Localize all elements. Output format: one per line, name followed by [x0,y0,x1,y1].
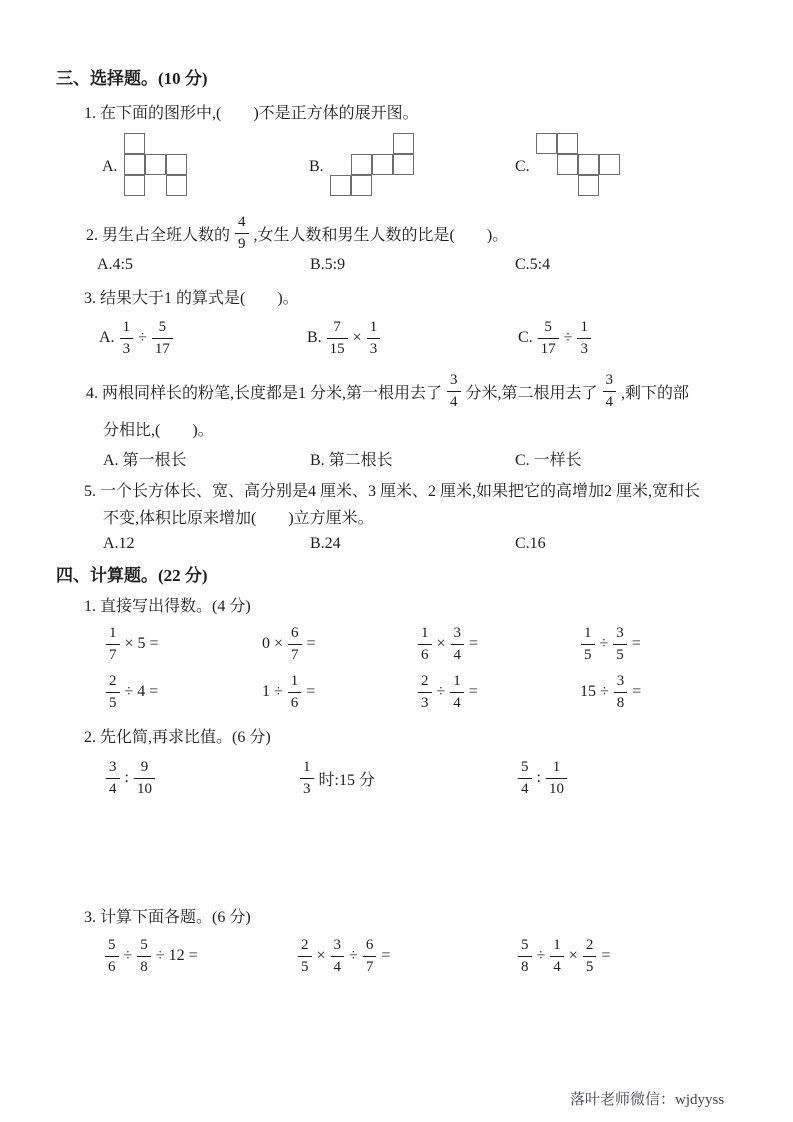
math-text: = [631,635,641,652]
fraction: $\frac{1}{4}$ [550,938,564,975]
math-text: : [124,769,129,786]
fraction: $\frac{2}{3}$ [418,674,432,711]
math-text: ÷ [436,683,446,700]
q5-stem-line1: 5. 一个长方体长、宽、高分别是4 厘米、3 厘米、2 厘米,如果把它的高增加2 厘米,宽和长 [84,483,701,500]
math-text: 1 ÷ [262,683,283,700]
math-text: ÷ 12 = [155,947,198,964]
fraction: $\frac{1}{5}$ [581,626,595,663]
fraction: $\frac{3}{4}$ [447,373,461,410]
fraction: $\frac{6}{7}$ [363,938,377,975]
fraction: $\frac{4}{9}$ [235,215,249,252]
grid-cell [351,175,372,196]
fraction: $\frac{1}{6}$ [288,674,302,711]
fraction: $\frac{1}{4}$ [450,674,464,711]
math-text: = [306,635,316,652]
section-calc-heading: 四、计算题。(22 分) [56,566,208,585]
calc2-ratio-2 [297,757,377,799]
grid-cell [351,154,372,175]
math-text: × [436,635,446,652]
fraction: $\frac{7}{15}$ [327,320,348,357]
grid-cell [393,154,414,175]
cube-net-diagram-b [330,133,414,196]
q4-option-b: B. 第二根长 [310,452,393,469]
grid-cell [372,154,393,175]
q5-option-b: B.24 [310,535,341,552]
fraction: $\frac{6}{7}$ [288,626,302,663]
math-text: ÷ [123,947,133,964]
math-text: × [568,947,578,964]
fraction: $\frac{5}{8}$ [518,938,532,975]
fraction: $\frac{2}{5}$ [583,938,597,975]
math-text: 分米,第二根用去了 [465,384,598,402]
math-text: 15 ÷ [580,683,609,700]
calc1-expr-7 [415,671,480,713]
q1-option-c-label: C. [515,158,530,175]
calc1-expr-1 [103,623,161,665]
math-text: ÷ 4 = [124,683,159,700]
fraction: $\frac{5}{6}$ [105,938,119,975]
math-text: ÷ [349,947,358,964]
calc3-expr-2 [295,935,392,977]
calc3-heading: 3. 计算下面各题。(6 分) [84,909,251,926]
calc2-ratio-1 [103,757,158,799]
fraction: $\frac{2}{5}$ [298,938,312,975]
fraction: $\frac{5}{4}$ [518,760,532,797]
q4-option-c: C. 一样长 [515,452,582,469]
fraction: $\frac{1}{3}$ [577,320,591,357]
grid-cell [393,133,414,154]
fraction: $\frac{3}{4}$ [106,760,120,797]
grid-cell [166,175,187,196]
fraction: $\frac{3}{4}$ [331,938,345,975]
math-text: ,剩下的部 [621,384,690,402]
math-text: A. [99,329,115,346]
q1-stem: 1. 在下面的图形中,( )不是正方体的展开图。 [84,105,419,122]
math-text: = [601,947,611,964]
fraction: $\frac{1}{3}$ [300,760,314,797]
grid-cell [536,133,557,154]
calc1-expr-2 [260,623,318,665]
math-text: = [468,683,478,700]
fraction: $\frac{1}{3}$ [367,320,381,357]
q5-stem-line2: 不变,体积比原来增加( )立方厘米。 [103,510,374,527]
q2-option-c: C.5:4 [515,256,551,273]
grid-cell [166,154,187,175]
q3-stem: 3. 结果大于1 的算式是( )。 [84,290,299,307]
calc1-expr-3 [415,623,480,665]
fraction: $\frac{1}{10}$ [546,760,567,797]
q3-option-b [305,317,383,359]
calc3-expr-1 [102,935,200,977]
calc1-expr-8 [578,671,643,713]
calc1-heading: 1. 直接写出得数。(4 分) [84,598,251,615]
fraction: $\frac{3}{8}$ [614,674,628,711]
math-text: ÷ [138,329,147,346]
fraction: $\frac{9}{10}$ [134,760,155,797]
math-text: C. [518,329,533,346]
q4-options [0,447,793,471]
math-text: 4. 两根同样长的粉笔,长度都是1 分米,第一根用去了 [86,384,443,402]
grid-cell [557,154,578,175]
grid-cell [124,133,145,154]
calc1-expr-4 [578,623,643,665]
grid-cell [599,154,620,175]
q1-option-b-label: B. [309,158,324,175]
calc1-expr-6 [260,671,317,713]
fraction: $\frac{1}{7}$ [106,626,120,663]
fraction: $\frac{1}{6}$ [418,626,432,663]
fraction: $\frac{5}{17}$ [152,320,173,357]
q5-option-a: A.12 [103,535,135,552]
grid-cell [330,175,351,196]
q5-options [0,535,793,559]
q2-option-a: A.4:5 [97,256,133,273]
fraction: $\frac{1}{3}$ [120,320,134,357]
q2-stem [84,212,510,254]
math-text: = [469,635,479,652]
math-text: : [536,769,541,786]
section-choice-heading: 三、选择题。(10 分) [56,69,208,88]
cube-net-diagram-a [124,133,187,196]
grid-cell [145,154,166,175]
q3-option-a [97,317,176,359]
calc2-heading: 2. 先化简,再求比值。(6 分) [84,729,271,746]
math-text: = [306,683,316,700]
q3-option-c [516,317,594,359]
math-text: = [381,947,391,964]
math-text: ÷ [599,635,609,652]
q2-option-b: B.5:9 [310,256,346,273]
math-text: × [316,947,326,964]
math-text: × [352,329,362,346]
q4-stem-line1 [84,370,691,412]
q1-option-a-label: A. [102,158,118,175]
fraction: $\frac{3}{5}$ [613,626,627,663]
math-text: 2. 男生占全班人数的 [86,226,231,244]
q4-stem-line2: 分相比,( )。 [103,422,214,439]
math-text: B. [307,329,322,346]
fraction: $\frac{5}{8}$ [137,938,151,975]
math-text: ,女生人数和男生人数的比是( )。 [253,226,509,244]
fraction: $\frac{5}{17}$ [538,320,559,357]
math-text: = [632,683,642,700]
fraction: $\frac{3}{4}$ [451,626,465,663]
cube-net-diagram-c [536,133,620,196]
math-text: ÷ [536,947,546,964]
fraction: $\frac{3}{4}$ [603,373,617,410]
math-text: × 5 = [124,635,159,652]
grid-cell [578,175,599,196]
math-text: 0 × [262,635,284,652]
calc3-expr-3 [515,935,612,977]
grid-cell [124,154,145,175]
fraction: $\frac{2}{5}$ [106,674,120,711]
q2-options [0,256,793,280]
grid-cell [557,133,578,154]
math-text: 时:15 分 [318,771,375,789]
q4-option-a: A. 第一根长 [103,452,187,469]
math-text: ÷ [563,329,573,346]
calc1-expr-5 [103,671,160,713]
q5-option-c: C.16 [515,535,546,552]
grid-cell [578,154,599,175]
calc2-ratio-3 [515,757,570,799]
footer-watermark: 落叶老师微信：wjdyyss [570,1092,725,1108]
grid-cell [124,175,145,196]
